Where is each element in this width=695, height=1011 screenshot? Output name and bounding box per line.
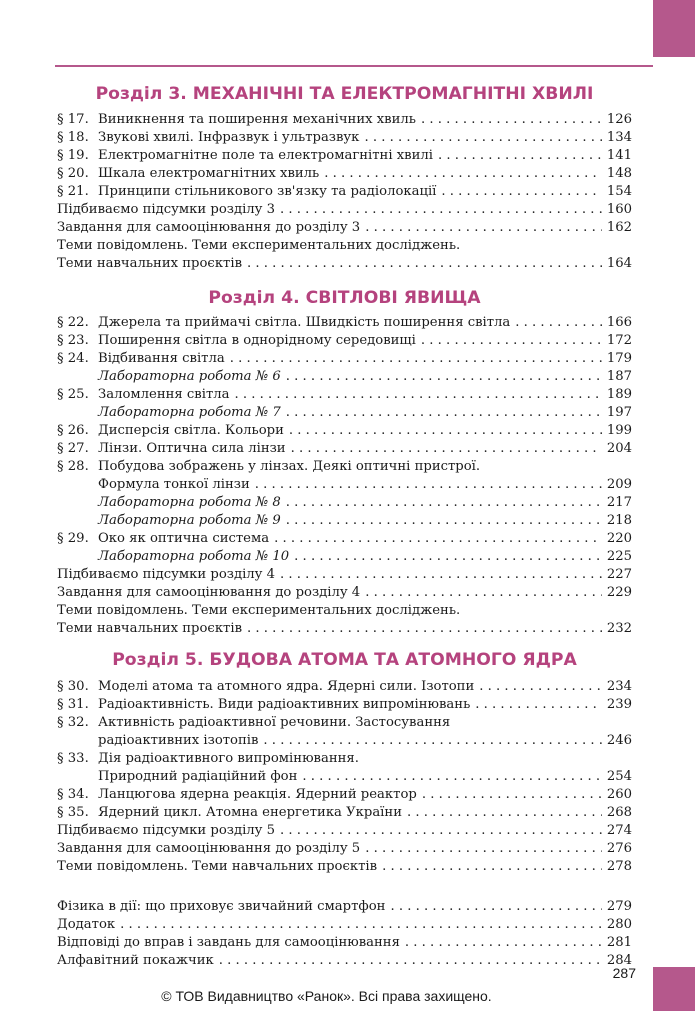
toc-entry bbox=[57, 183, 632, 201]
entry-title: Завдання для самооцінювання до розділу 5 bbox=[57, 841, 361, 856]
dot-leader bbox=[280, 822, 602, 840]
entry-title: Моделі атома та атомного ядра. Ядерні сили. Ізотопи bbox=[98, 679, 475, 694]
dot-leader bbox=[247, 620, 602, 638]
toc-entry bbox=[57, 476, 632, 494]
dot-leader bbox=[280, 566, 602, 584]
lab-work-title: Лабораторна робота № 10 bbox=[98, 549, 290, 564]
toc-entry bbox=[57, 494, 632, 512]
entry-title: Алфавітний покажчик bbox=[57, 953, 214, 968]
entry-page-number: 199 bbox=[606, 423, 632, 438]
lab-work-title: Лабораторна робота № 7 bbox=[98, 405, 281, 420]
toc-entry bbox=[57, 350, 632, 368]
paragraph-number: § 20. bbox=[57, 166, 89, 181]
dot-leader bbox=[280, 201, 602, 219]
spacer bbox=[57, 876, 632, 898]
paragraph-number: § 21. bbox=[57, 184, 89, 199]
entry-page-number: 164 bbox=[606, 256, 632, 271]
dot-leader bbox=[365, 840, 602, 858]
dot-leader bbox=[515, 314, 602, 332]
entry-page-number: 284 bbox=[606, 953, 632, 968]
entry-title: Підбиваємо підсумки розділу 4 bbox=[57, 567, 276, 582]
toc-entry bbox=[57, 620, 632, 638]
paragraph-number: § 28. bbox=[57, 459, 89, 474]
entry-title: Теми повідомлень. Теми експериментальних досліджень. bbox=[57, 603, 461, 618]
toc-entry bbox=[57, 786, 632, 804]
entry-title: Заломлення світла bbox=[98, 387, 230, 402]
entry-page-number: 232 bbox=[606, 621, 632, 636]
entry-title: Природний радіаційний фон bbox=[98, 769, 298, 784]
entry-title: Ланцюгова ядерна реакція. Ядерний реактор bbox=[98, 787, 417, 802]
dot-leader bbox=[421, 111, 602, 129]
dot-leader bbox=[422, 786, 602, 804]
entry-title: Звукові хвилі. Інфразвук і ультразвук bbox=[98, 130, 360, 145]
toc-entry bbox=[57, 584, 632, 602]
entry-page-number: 276 bbox=[606, 841, 632, 856]
toc-entry bbox=[57, 237, 632, 255]
section-title: Розділ 3. МЕХАНІЧНІ ТА ЕЛЕКТРОМАГНІТНІ ХВИЛІ bbox=[95, 84, 594, 104]
toc-entry bbox=[57, 404, 632, 422]
paragraph-number: § 22. bbox=[57, 315, 89, 330]
toc-entry bbox=[57, 602, 632, 620]
toc-entry bbox=[57, 201, 632, 219]
entry-page-number: 187 bbox=[606, 369, 632, 384]
entry-title: Електромагнітне поле та електромагнітні хвилі bbox=[98, 148, 433, 163]
dot-leader bbox=[219, 952, 602, 970]
entry-page-number: 260 bbox=[606, 787, 632, 802]
entry-page-number: 134 bbox=[606, 130, 632, 145]
entry-title: Активність радіоактивної речовини. Застосування bbox=[98, 715, 451, 730]
entry-page-number: 254 bbox=[606, 769, 632, 784]
toc-entry bbox=[57, 858, 632, 876]
dot-leader bbox=[120, 916, 602, 934]
entry-page-number: 280 bbox=[606, 917, 632, 932]
entry-title: радіоактивних ізотопів bbox=[98, 733, 259, 748]
entry-page-number: 279 bbox=[606, 899, 632, 914]
entry-title: Теми повідомлень. Теми навчальних проєктів bbox=[57, 859, 378, 874]
toc-entry bbox=[57, 314, 632, 332]
entry-page-number: 220 bbox=[606, 531, 632, 546]
entry-page-number: 179 bbox=[606, 351, 632, 366]
entry-page-number: 162 bbox=[606, 220, 632, 235]
paragraph-number: § 27. bbox=[57, 441, 89, 456]
entry-page-number: 281 bbox=[606, 935, 632, 950]
paragraph-number: § 24. bbox=[57, 351, 89, 366]
toc-entry bbox=[57, 804, 632, 822]
entry-page-number: 268 bbox=[606, 805, 632, 820]
paragraph-number: § 23. bbox=[57, 333, 89, 348]
paragraph-number: § 34. bbox=[57, 787, 89, 802]
dot-leader bbox=[289, 422, 602, 440]
entry-page-number: 209 bbox=[606, 477, 632, 492]
top-color-tab bbox=[653, 0, 695, 57]
table-of-contents bbox=[57, 80, 632, 970]
entry-page-number: 234 bbox=[606, 679, 632, 694]
dot-leader bbox=[286, 368, 602, 386]
toc-entry bbox=[57, 822, 632, 840]
toc-entry bbox=[57, 678, 632, 696]
entry-title: Теми навчальних проєктів bbox=[57, 256, 242, 271]
toc-entry bbox=[57, 714, 632, 732]
entry-page-number: 166 bbox=[606, 315, 632, 330]
paragraph-number: § 31. bbox=[57, 697, 89, 712]
dot-leader bbox=[294, 548, 602, 566]
toc-entry bbox=[57, 165, 632, 183]
entry-page-number: 154 bbox=[606, 184, 632, 199]
paragraph-number: § 30. bbox=[57, 679, 89, 694]
bottom-color-tab bbox=[653, 967, 695, 1011]
dot-leader bbox=[364, 129, 601, 147]
entry-page-number: 197 bbox=[606, 405, 632, 420]
entry-page-number: 218 bbox=[606, 513, 632, 528]
dot-leader bbox=[324, 165, 602, 183]
toc-entry bbox=[57, 512, 632, 530]
toc-entry bbox=[57, 750, 632, 768]
lab-work-title: Лабораторна робота № 8 bbox=[98, 495, 281, 510]
entry-page-number: 225 bbox=[606, 549, 632, 564]
paragraph-number: § 35. bbox=[57, 805, 89, 820]
entry-title: Джерела та приймачі світла. Швидкість поширення світла bbox=[98, 315, 511, 330]
toc-entry bbox=[57, 548, 632, 566]
dot-leader bbox=[235, 386, 602, 404]
entry-title: Теми навчальних проєктів bbox=[57, 621, 242, 636]
dot-leader bbox=[405, 934, 602, 952]
entry-page-number: 141 bbox=[606, 148, 632, 163]
lab-work-title: Лабораторна робота № 9 bbox=[98, 513, 281, 528]
dot-leader bbox=[274, 530, 602, 548]
dot-leader bbox=[390, 898, 601, 916]
paragraph-number: § 17. bbox=[57, 112, 89, 127]
toc-entry bbox=[57, 386, 632, 404]
paragraph-number: § 26. bbox=[57, 423, 89, 438]
entry-page-number: 160 bbox=[606, 202, 632, 217]
dot-leader bbox=[382, 858, 602, 876]
entry-page-number: 246 bbox=[606, 733, 632, 748]
dot-leader bbox=[479, 678, 602, 696]
entry-title: Завдання для самооцінювання до розділу 3 bbox=[57, 220, 361, 235]
entry-title: Підбиваємо підсумки розділу 5 bbox=[57, 823, 276, 838]
entry-title: Завдання для самооцінювання до розділу 4 bbox=[57, 585, 361, 600]
entry-title: Шкала електромагнітних хвиль bbox=[98, 166, 320, 181]
entry-title: Виникнення та поширення механічних хвиль bbox=[98, 112, 416, 127]
appendix-entry bbox=[57, 934, 632, 952]
dot-leader bbox=[286, 404, 602, 422]
dot-leader bbox=[286, 494, 602, 512]
dot-leader bbox=[475, 696, 602, 714]
entry-page-number: 229 bbox=[606, 585, 632, 600]
section-title: Розділ 5. БУДОВА АТОМА ТА АТОМНОГО ЯДРА bbox=[112, 650, 577, 670]
entry-title: Відповіді до вправ і завдань для самооцінювання bbox=[57, 935, 400, 950]
toc-entry bbox=[57, 840, 632, 858]
toc-entry bbox=[57, 440, 632, 458]
entry-title: Дія радіоактивного випромінювання. bbox=[98, 751, 359, 766]
dot-leader bbox=[365, 219, 602, 237]
dot-leader bbox=[302, 768, 601, 786]
copyright-notice: © ТОВ Видавництво «Ранок». Всі права захищено. bbox=[161, 988, 492, 1004]
entry-page-number: 278 bbox=[606, 859, 632, 874]
dot-leader bbox=[407, 804, 602, 822]
toc-entry bbox=[57, 696, 632, 714]
entry-title: Око як оптична система bbox=[98, 531, 270, 546]
toc-entry bbox=[57, 732, 632, 750]
dot-leader bbox=[441, 183, 601, 201]
toc-entry bbox=[57, 219, 632, 237]
paragraph-number: § 19. bbox=[57, 148, 89, 163]
entry-title: Фізика в дії: що приховує звичайний смартфон bbox=[57, 899, 386, 914]
entry-title: Дисперсія світла. Кольори bbox=[98, 423, 284, 438]
entry-title: Відбивання світла bbox=[98, 351, 225, 366]
toc-entry bbox=[57, 368, 632, 386]
dot-leader bbox=[286, 512, 602, 530]
appendix-entry bbox=[57, 916, 632, 934]
toc-entry bbox=[57, 111, 632, 129]
paragraph-number: § 18. bbox=[57, 130, 89, 145]
toc-entry bbox=[57, 332, 632, 350]
appendix-entry bbox=[57, 898, 632, 916]
entry-page-number: 189 bbox=[606, 387, 632, 402]
paragraph-number: § 33. bbox=[57, 751, 89, 766]
toc-entry bbox=[57, 768, 632, 786]
toc-entry bbox=[57, 255, 632, 273]
entry-title: Радіоактивність. Види радіоактивних випромінювань bbox=[98, 697, 471, 712]
entry-title: Підбиваємо підсумки розділу 3 bbox=[57, 202, 276, 217]
dot-leader bbox=[365, 584, 602, 602]
entry-page-number: 148 bbox=[606, 166, 632, 181]
dot-leader bbox=[247, 255, 602, 273]
toc-entry bbox=[57, 147, 632, 165]
toc-entry bbox=[57, 129, 632, 147]
entry-page-number: 227 bbox=[606, 567, 632, 582]
entry-title: Формула тонкої лінзи bbox=[98, 477, 250, 492]
entry-title: Лінзи. Оптична сила лінзи bbox=[98, 441, 286, 456]
entry-page-number: 217 bbox=[606, 495, 632, 510]
dot-leader bbox=[421, 332, 602, 350]
paragraph-number: § 32. bbox=[57, 715, 89, 730]
entry-title: Додаток bbox=[57, 917, 116, 932]
entry-page-number: 126 bbox=[606, 112, 632, 127]
dot-leader bbox=[291, 440, 602, 458]
dot-leader bbox=[263, 732, 601, 750]
entry-page-number: 239 bbox=[606, 697, 632, 712]
entry-page-number: 172 bbox=[606, 333, 632, 348]
lab-work-title: Лабораторна робота № 6 bbox=[98, 369, 281, 384]
entry-title: Ядерний цикл. Атомна енергетика України bbox=[98, 805, 402, 820]
dot-leader bbox=[255, 476, 602, 494]
dot-leader bbox=[438, 147, 602, 165]
entry-page-number: 204 bbox=[606, 441, 632, 456]
entry-page-number: 274 bbox=[606, 823, 632, 838]
entry-title: Принципи стільникового зв'язку та радіолокації bbox=[98, 184, 437, 199]
entry-title: Поширення світла в однорідному середовищі bbox=[98, 333, 416, 348]
page-number: 287 bbox=[612, 965, 636, 981]
paragraph-number: § 29. bbox=[57, 531, 89, 546]
header-rule bbox=[55, 65, 653, 67]
entry-title: Побудова зображень у лінзах. Деякі оптичні пристрої. bbox=[98, 459, 481, 474]
toc-entry bbox=[57, 566, 632, 584]
entry-title: Теми повідомлень. Теми експериментальних досліджень. bbox=[57, 238, 461, 253]
toc-entry bbox=[57, 422, 632, 440]
appendix-entry bbox=[57, 952, 632, 970]
toc-entry bbox=[57, 530, 632, 548]
section-title: Розділ 4. СВІТЛОВІ ЯВИЩА bbox=[208, 288, 481, 308]
toc-entry bbox=[57, 458, 632, 476]
dot-leader bbox=[230, 350, 602, 368]
paragraph-number: § 25. bbox=[57, 387, 89, 402]
